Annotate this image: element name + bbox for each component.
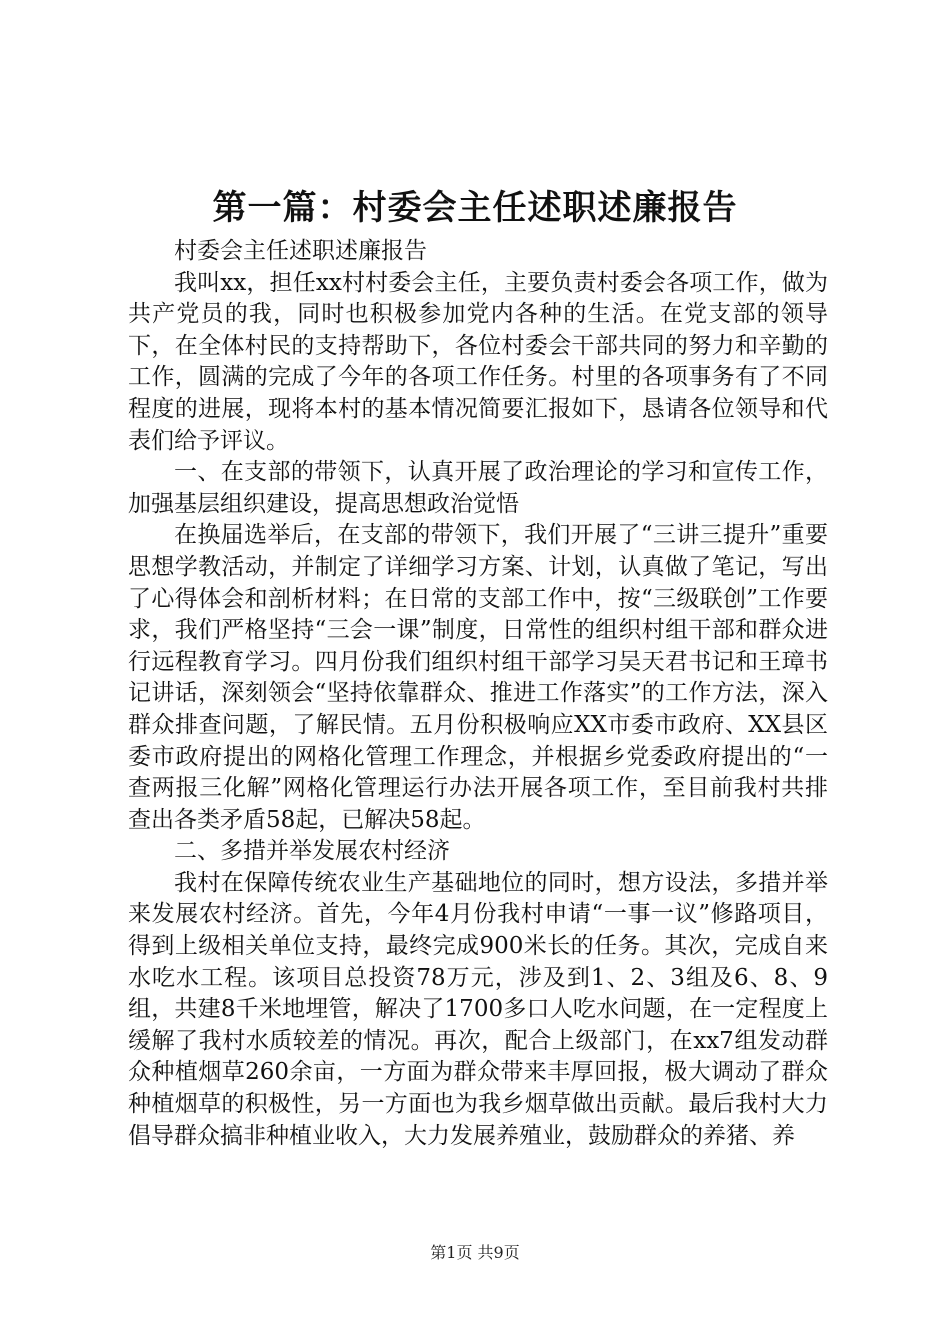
page-footer: 第1页 共9页 [430,1243,520,1262]
document-title: 第一篇：村委会主任述职述廉报告 [212,188,738,228]
document-body [128,236,828,1152]
section-heading: 一、在支部的带领下，认真开展了政治理论的学习和宣传工作，加强基层组织建设，提高思想政治觉悟 [128,459,828,517]
body-paragraph: 我叫xx，担任xx村村委会主任，主要负责村委会各项工作，做为共产党员的我，同时也积极参加党内各种的生活。在党支部的领导下，在全体村民的支持帮助下，各位村委会干部共同的努力和辛勤的工作，圆满的完成了今年的各项工作任务。村里的各项事务有了不同程度的进展，现将本村的基本情况简要汇报如下，恳请各位领导和代表们给予评议。 [128,269,828,454]
section-heading: 二、多措并举发展农村经济 [174,838,450,865]
body-paragraph: 在换届选举后，在支部的带领下，我们开展了“三讲三提升”重要思想学教活动，并制定了详细学习方案、计划，认真做了笔记，写出了心得体会和剖析材料；在日常的支部工作中，按“三级联创”工作要求，我们严格坚持“三会一课”制度，日常性的组织村组干部和群众进行远程教育学习。四月份我们组织村组干部学习吴天君书记和王璋书记讲话，深刻领会“坚持依靠群众、推进工作落实”的工作方法，深入群众排查问题，了解民情。五月份积极响应XX市委市政府、XX县区委市政府提出的网格化管理工作理念，并根据乡党委政府提出的“一查两报三化解”网格化管理运行办法开展各项工作，至目前我村共排查出各类矛盾58起，已解决58起。 [128,522,828,833]
body-paragraph: 我村在保障传统农业生产基础地位的同时，想方设法，多措并举来发展农村经济。首先，今年4月份我村申请“一事一议”修路项目，得到上级相关单位支持，最终完成900米长的任务。其次，完成自来水吃水工程。该项目总投资78万元，涉及到1、2、3组及6、8、9组，共建8千米地埋管，解决了1700多口人吃水问题，在一定程度上缓解了我村水质较差的情况。再次，配合上级部门，在xx7组发动群众种植烟草260余亩，一方面为群众带来丰厚回报，极大调动了群众种植烟草的积极性，另一方面也为我乡烟草做出贡献。最后我村大力倡导群众搞非种植业收入，大力发展养殖业，鼓励群众的养猪、养 [128,869,828,1149]
subtitle-paragraph: 村委会主任述职述廉报告 [174,238,427,264]
